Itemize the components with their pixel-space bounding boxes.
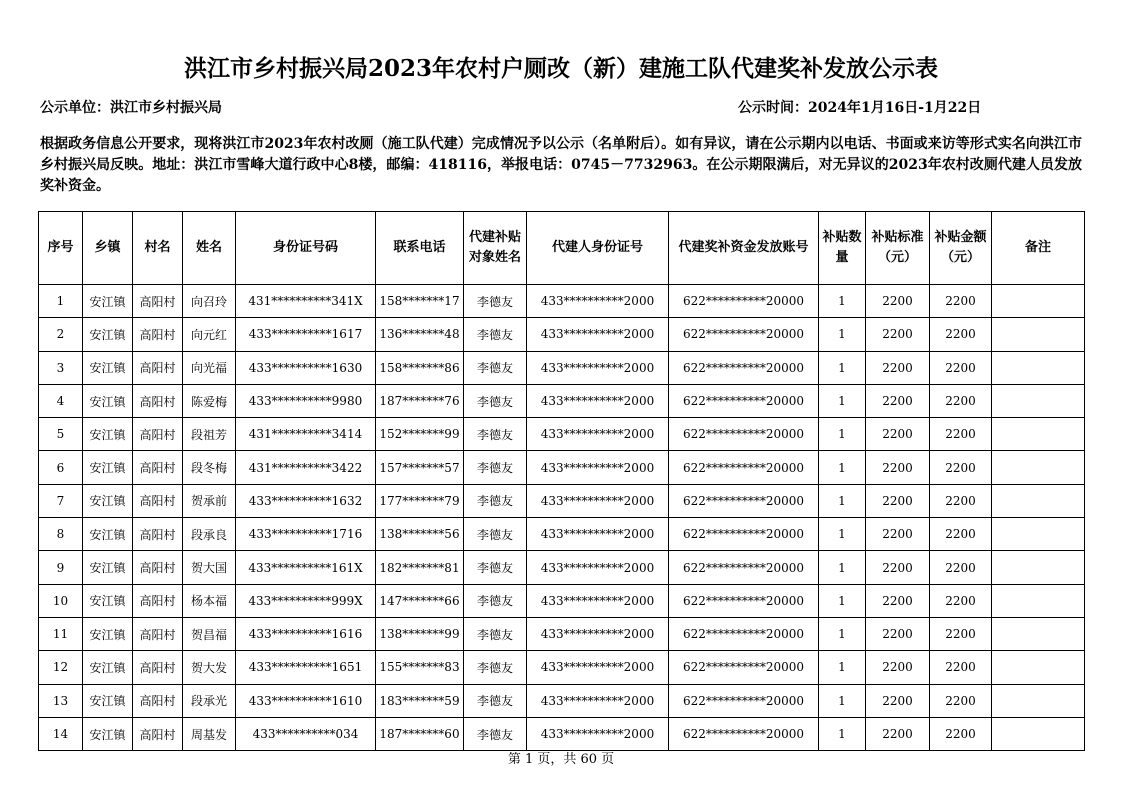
cell-village: 高阳村	[133, 484, 183, 517]
col-header-village: 村名	[133, 212, 183, 285]
cell-builder-id: 433**********2000	[527, 651, 669, 684]
cell-name: 段承光	[183, 684, 236, 717]
cell-index: 12	[39, 651, 83, 684]
table-row	[39, 351, 1085, 384]
cell-builder-id: 433**********2000	[527, 617, 669, 650]
cell-builder-id: 433**********2000	[527, 351, 669, 384]
cell-amount: 2200	[930, 318, 992, 351]
col-header-remarks: 备注	[992, 212, 1085, 285]
cell-town: 安江镇	[83, 617, 133, 650]
cell-id-number: 431**********3414	[236, 418, 376, 451]
cell-standard: 2200	[866, 717, 930, 750]
cell-index: 9	[39, 551, 83, 584]
cell-id-number: 433**********1610	[236, 684, 376, 717]
cell-id-number: 433**********999X	[236, 584, 376, 617]
cell-town: 安江镇	[83, 451, 133, 484]
cell-name: 周基发	[183, 717, 236, 750]
cell-town: 安江镇	[83, 418, 133, 451]
cell-standard: 2200	[866, 584, 930, 617]
cell-builder-name: 李德友	[464, 318, 527, 351]
cell-standard: 2200	[866, 518, 930, 551]
cell-town: 安江镇	[83, 318, 133, 351]
cell-index: 7	[39, 484, 83, 517]
cell-account: 622**********20000	[669, 418, 819, 451]
cell-amount: 2200	[930, 285, 992, 318]
page-title: 洪江市乡村振兴局2023年农村户厕改（新）建施工队代建奖补发放公示表	[183, 55, 938, 82]
cell-account: 622**********20000	[669, 717, 819, 750]
cell-name: 向召玲	[183, 285, 236, 318]
cell-phone: 158*******86	[376, 351, 464, 384]
cell-quantity: 1	[819, 518, 866, 551]
table-row	[39, 518, 1085, 551]
cell-town: 安江镇	[83, 484, 133, 517]
cell-quantity: 1	[819, 285, 866, 318]
cell-standard: 2200	[866, 451, 930, 484]
col-header-town: 乡镇	[83, 212, 133, 285]
cell-phone: 147*******66	[376, 584, 464, 617]
cell-account: 622**********20000	[669, 651, 819, 684]
cell-id-number: 433**********1617	[236, 318, 376, 351]
cell-builder-name: 李德友	[464, 384, 527, 417]
cell-quantity: 1	[819, 651, 866, 684]
cell-town: 安江镇	[83, 717, 133, 750]
publishing-unit: 公示单位：洪江市乡村振兴局	[40, 100, 222, 116]
cell-phone: 158*******17	[376, 285, 464, 318]
cell-quantity: 1	[819, 551, 866, 584]
cell-builder-id: 433**********2000	[527, 285, 669, 318]
cell-phone: 183*******59	[376, 684, 464, 717]
cell-quantity: 1	[819, 684, 866, 717]
cell-builder-id: 433**********2000	[527, 717, 669, 750]
cell-amount: 2200	[930, 551, 992, 584]
cell-account: 622**********20000	[669, 484, 819, 517]
cell-village: 高阳村	[133, 384, 183, 417]
cell-amount: 2200	[930, 518, 992, 551]
cell-amount: 2200	[930, 351, 992, 384]
cell-standard: 2200	[866, 318, 930, 351]
cell-id-number: 433**********034	[236, 717, 376, 750]
cell-index: 4	[39, 384, 83, 417]
cell-account: 622**********20000	[669, 451, 819, 484]
table-row	[39, 418, 1085, 451]
col-header-index: 序号	[39, 212, 83, 285]
cell-builder-name: 李德友	[464, 584, 527, 617]
col-header-id-number: 身份证号码	[236, 212, 376, 285]
cell-town: 安江镇	[83, 351, 133, 384]
cell-index: 8	[39, 518, 83, 551]
table-row	[39, 451, 1085, 484]
cell-village: 高阳村	[133, 684, 183, 717]
cell-village: 高阳村	[133, 318, 183, 351]
table-header-row	[39, 212, 1085, 285]
cell-phone: 136*******48	[376, 318, 464, 351]
cell-remarks	[992, 484, 1085, 517]
cell-builder-id: 433**********2000	[527, 451, 669, 484]
cell-builder-name: 李德友	[464, 418, 527, 451]
cell-index: 13	[39, 684, 83, 717]
cell-account: 622**********20000	[669, 351, 819, 384]
cell-index: 3	[39, 351, 83, 384]
cell-remarks	[992, 418, 1085, 451]
cell-account: 622**********20000	[669, 551, 819, 584]
cell-id-number: 433**********1616	[236, 617, 376, 650]
cell-builder-name: 李德友	[464, 551, 527, 584]
cell-standard: 2200	[866, 285, 930, 318]
cell-builder-name: 李德友	[464, 717, 527, 750]
cell-remarks	[992, 351, 1085, 384]
cell-id-number: 433**********1632	[236, 484, 376, 517]
cell-standard: 2200	[866, 617, 930, 650]
cell-phone: 138*******56	[376, 518, 464, 551]
cell-index: 14	[39, 717, 83, 750]
cell-builder-id: 433**********2000	[527, 684, 669, 717]
cell-builder-name: 李德友	[464, 285, 527, 318]
cell-quantity: 1	[819, 484, 866, 517]
page-footer: 第 1 页，共 60 页	[507, 752, 615, 767]
cell-village: 高阳村	[133, 551, 183, 584]
table-row	[39, 384, 1085, 417]
cell-town: 安江镇	[83, 384, 133, 417]
cell-index: 6	[39, 451, 83, 484]
cell-standard: 2200	[866, 484, 930, 517]
cell-remarks	[992, 717, 1085, 750]
cell-builder-id: 433**********2000	[527, 318, 669, 351]
cell-town: 安江镇	[83, 651, 133, 684]
col-header-builder-id: 代建人身份证号	[527, 212, 669, 285]
cell-remarks	[992, 584, 1085, 617]
cell-remarks	[992, 451, 1085, 484]
cell-remarks	[992, 617, 1085, 650]
cell-amount: 2200	[930, 717, 992, 750]
col-header-quantity: 补贴数量	[819, 212, 866, 285]
table-row	[39, 551, 1085, 584]
table-row	[39, 651, 1085, 684]
cell-index: 5	[39, 418, 83, 451]
cell-town: 安江镇	[83, 518, 133, 551]
cell-village: 高阳村	[133, 351, 183, 384]
cell-remarks	[992, 651, 1085, 684]
cell-builder-id: 433**********2000	[527, 551, 669, 584]
cell-town: 安江镇	[83, 285, 133, 318]
cell-phone: 155*******83	[376, 651, 464, 684]
cell-village: 高阳村	[133, 717, 183, 750]
cell-phone: 187*******60	[376, 717, 464, 750]
cell-account: 622**********20000	[669, 684, 819, 717]
cell-name: 向光福	[183, 351, 236, 384]
table-row	[39, 285, 1085, 318]
cell-remarks	[992, 518, 1085, 551]
cell-village: 高阳村	[133, 418, 183, 451]
cell-amount: 2200	[930, 484, 992, 517]
cell-builder-name: 李德友	[464, 651, 527, 684]
cell-index: 10	[39, 584, 83, 617]
cell-name: 段祖芳	[183, 418, 236, 451]
cell-quantity: 1	[819, 451, 866, 484]
cell-builder-id: 433**********2000	[527, 384, 669, 417]
cell-id-number: 433**********9980	[236, 384, 376, 417]
cell-quantity: 1	[819, 617, 866, 650]
table-row	[39, 684, 1085, 717]
cell-name: 贺大国	[183, 551, 236, 584]
cell-builder-name: 李德友	[464, 451, 527, 484]
table-body	[39, 285, 1085, 751]
cell-standard: 2200	[866, 418, 930, 451]
cell-index: 1	[39, 285, 83, 318]
cell-town: 安江镇	[83, 584, 133, 617]
cell-builder-name: 李德友	[464, 684, 527, 717]
col-header-amount: 补贴金额（元）	[930, 212, 992, 285]
cell-name: 陈爱梅	[183, 384, 236, 417]
cell-amount: 2200	[930, 418, 992, 451]
cell-name: 杨本福	[183, 584, 236, 617]
cell-builder-name: 李德友	[464, 617, 527, 650]
cell-standard: 2200	[866, 351, 930, 384]
cell-quantity: 1	[819, 717, 866, 750]
col-header-name: 姓名	[183, 212, 236, 285]
cell-phone: 138*******99	[376, 617, 464, 650]
cell-remarks	[992, 684, 1085, 717]
cell-quantity: 1	[819, 318, 866, 351]
notice-paragraph: 根据政务信息公开要求，现将洪江市2023年农村改厕（施工队代建）完成情况予以公示（名单附后）。如有异议，请在公示期内以电话、书面或来访等形式实名向洪江市乡村振兴局反映。地址：洪江市雪峰大道行政中心8楼，邮编：418116，举报电话：0745－7732963。在公示期限满后，对无异议的2023年农村改厕代建人员发放奖补资金。	[40, 136, 1082, 194]
cell-town: 安江镇	[83, 551, 133, 584]
cell-remarks	[992, 551, 1085, 584]
table-row	[39, 484, 1085, 517]
cell-builder-id: 433**********2000	[527, 518, 669, 551]
cell-village: 高阳村	[133, 651, 183, 684]
cell-remarks	[992, 318, 1085, 351]
cell-village: 高阳村	[133, 451, 183, 484]
cell-quantity: 1	[819, 418, 866, 451]
cell-builder-id: 433**********2000	[527, 418, 669, 451]
cell-index: 2	[39, 318, 83, 351]
col-header-account: 代建奖补资金发放账号	[669, 212, 819, 285]
cell-standard: 2200	[866, 651, 930, 684]
cell-id-number: 433**********1716	[236, 518, 376, 551]
cell-name: 段冬梅	[183, 451, 236, 484]
cell-town: 安江镇	[83, 684, 133, 717]
col-header-phone: 联系电话	[376, 212, 464, 285]
cell-quantity: 1	[819, 584, 866, 617]
col-header-builder-name: 代建补贴对象姓名	[464, 212, 527, 285]
cell-account: 622**********20000	[669, 584, 819, 617]
cell-account: 622**********20000	[669, 285, 819, 318]
cell-builder-id: 433**********2000	[527, 484, 669, 517]
cell-name: 贺昌福	[183, 617, 236, 650]
cell-id-number: 431**********341X	[236, 285, 376, 318]
publication-period: 公示时间：2024年1月16日-1月22日	[738, 100, 982, 116]
cell-village: 高阳村	[133, 617, 183, 650]
cell-village: 高阳村	[133, 518, 183, 551]
cell-builder-name: 李德友	[464, 518, 527, 551]
cell-builder-name: 李德友	[464, 351, 527, 384]
cell-builder-id: 433**********2000	[527, 584, 669, 617]
cell-quantity: 1	[819, 384, 866, 417]
cell-account: 622**********20000	[669, 617, 819, 650]
cell-amount: 2200	[930, 584, 992, 617]
cell-quantity: 1	[819, 351, 866, 384]
cell-village: 高阳村	[133, 584, 183, 617]
cell-phone: 187*******76	[376, 384, 464, 417]
table-row	[39, 617, 1085, 650]
cell-remarks	[992, 384, 1085, 417]
cell-account: 622**********20000	[669, 518, 819, 551]
cell-phone: 182*******81	[376, 551, 464, 584]
cell-name: 向元红	[183, 318, 236, 351]
cell-id-number: 433**********1630	[236, 351, 376, 384]
cell-builder-name: 李德友	[464, 484, 527, 517]
cell-amount: 2200	[930, 617, 992, 650]
cell-standard: 2200	[866, 384, 930, 417]
cell-phone: 152*******99	[376, 418, 464, 451]
cell-village: 高阳村	[133, 285, 183, 318]
cell-amount: 2200	[930, 451, 992, 484]
cell-id-number: 433**********161X	[236, 551, 376, 584]
cell-name: 段承良	[183, 518, 236, 551]
subsidy-table	[38, 211, 1085, 751]
cell-name: 贺承前	[183, 484, 236, 517]
cell-index: 11	[39, 617, 83, 650]
cell-id-number: 433**********1651	[236, 651, 376, 684]
cell-account: 622**********20000	[669, 384, 819, 417]
cell-standard: 2200	[866, 551, 930, 584]
cell-account: 622**********20000	[669, 318, 819, 351]
cell-amount: 2200	[930, 651, 992, 684]
cell-phone: 177*******79	[376, 484, 464, 517]
table-row	[39, 717, 1085, 750]
table-row	[39, 318, 1085, 351]
cell-remarks	[992, 285, 1085, 318]
table-row	[39, 584, 1085, 617]
cell-name: 贺大发	[183, 651, 236, 684]
cell-phone: 157*******57	[376, 451, 464, 484]
cell-amount: 2200	[930, 684, 992, 717]
cell-amount: 2200	[930, 384, 992, 417]
col-header-standard: 补贴标准（元）	[866, 212, 930, 285]
cell-standard: 2200	[866, 684, 930, 717]
cell-id-number: 431**********3422	[236, 451, 376, 484]
